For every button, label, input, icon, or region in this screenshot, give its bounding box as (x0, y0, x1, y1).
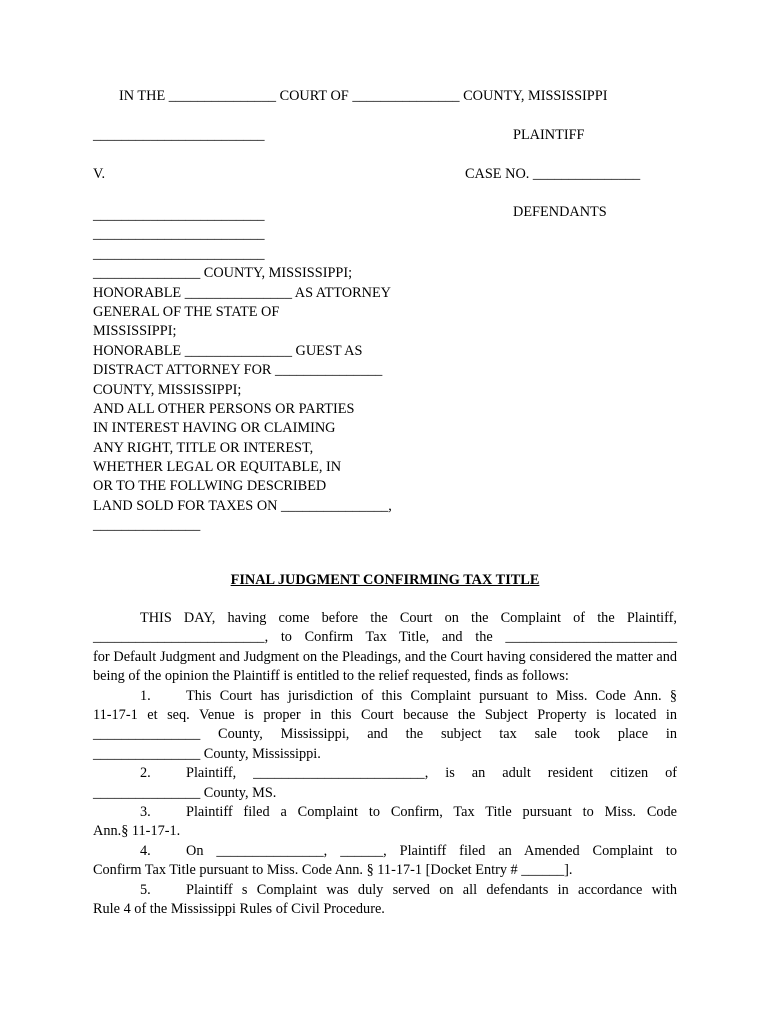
finding-last-line: Ann.§ 11-17-1. (93, 823, 181, 840)
defendant-line: AND ALL OTHER PERSONS OR PARTIES (93, 400, 355, 417)
defendant-line: HONORABLE _______________ AS ATTORNEY (93, 284, 391, 301)
finding-number: 3. (140, 804, 151, 821)
defendant-line: ANY RIGHT, TITLE OR INTEREST, (93, 439, 314, 456)
intro-rest: for Default Judgment and Judgment on the Pleadings, and the Court having considered the matter and being of the opinion the Plaintiff is entitled to the relief requested, finds as follows: (93, 648, 677, 685)
finding-last-line: _______________ County, Mississippi. (93, 745, 321, 762)
defendant-line: WHETHER LEGAL OR EQUITABLE, IN (93, 459, 342, 476)
defendant-line: ________________________ (93, 207, 265, 223)
case-number: CASE NO. _______________ (465, 166, 641, 182)
finding-last-line: Rule 4 of the Mississippi Rules of Civil Procedure. (93, 901, 385, 918)
defendant-line: _______________ (93, 517, 201, 534)
finding-3 (93, 803, 677, 822)
defendant-line: MISSISSIPPI; (93, 323, 177, 340)
finding-last-line: _______________ County, MS. (93, 784, 277, 801)
finding-first-line: On _______________, ______, Plaintiff filed an Amended Complaint to (186, 842, 677, 859)
finding-number: 1. (140, 687, 151, 704)
defendant-list (93, 206, 433, 536)
defendant-line: HONORABLE _______________ GUEST AS (93, 342, 363, 359)
intro-line-2: ________________________, to Confirm Tax Title, and the ________________________ (93, 629, 677, 646)
finding-1 (93, 687, 677, 706)
defendant-line: ________________________ (93, 226, 265, 243)
finding-number: 2. (140, 765, 151, 782)
finding-number: 4. (140, 842, 151, 859)
document-title: FINAL JUDGMENT CONFIRMING TAX TITLE (230, 572, 540, 588)
finding-first-line: Plaintiff, ________________________, is an adult resident citizen of (186, 765, 677, 782)
defendant-line: _______________ COUNTY, MISSISSIPPI; (93, 265, 353, 282)
plaintiff-blank: ________________________ (93, 127, 265, 143)
plaintiff-label: PLAINTIFF (513, 127, 585, 143)
defendants-label: DEFENDANTS (513, 204, 607, 220)
defendant-line: IN INTEREST HAVING OR CLAIMING (93, 420, 336, 437)
defendant-line: DISTRACT ATTORNEY FOR _______________ (93, 362, 383, 379)
finding-first-line: This Court has jurisdiction of this Complaint pursuant to Miss. Code Ann. § (186, 687, 677, 704)
finding-5 (93, 881, 677, 900)
finding-line: 11-17-1 et seq. Venue is proper in this Court because the Subject Property is located in (93, 707, 677, 724)
finding-line: _______________ County, Mississippi, and the subject tax sale took place in (93, 726, 677, 743)
defendant-line: LAND SOLD FOR TAXES ON _______________, (93, 497, 392, 514)
defendant-line: ________________________ (93, 245, 265, 262)
finding-last-line: Confirm Tax Title pursuant to Miss. Code Ann. § 11-17-1 [Docket Entry # ______]. (93, 862, 573, 879)
versus-label: V. (93, 166, 106, 182)
finding-first-line: Plaintiff filed a Complaint to Confirm, Tax Title pursuant to Miss. Code (186, 804, 677, 821)
defendant-line: COUNTY, MISSISSIPPI; (93, 381, 242, 398)
defendant-line: OR TO THE FOLLWING DESCRIBED (93, 478, 327, 495)
court-line: IN THE _______________ COURT OF _______________ COUNTY, MISSISSIPPI (119, 88, 608, 104)
judgment-body (93, 609, 677, 920)
finding-4 (93, 842, 677, 861)
finding-2 (93, 764, 677, 783)
finding-number: 5. (140, 881, 151, 898)
intro-line-1: THIS DAY, having come before the Court on the Complaint of the Plaintiff, (140, 610, 677, 626)
finding-first-line: Plaintiff s Complaint was duly served on all defendants in accordance with (186, 881, 677, 898)
defendant-line: GENERAL OF THE STATE OF (93, 303, 280, 320)
